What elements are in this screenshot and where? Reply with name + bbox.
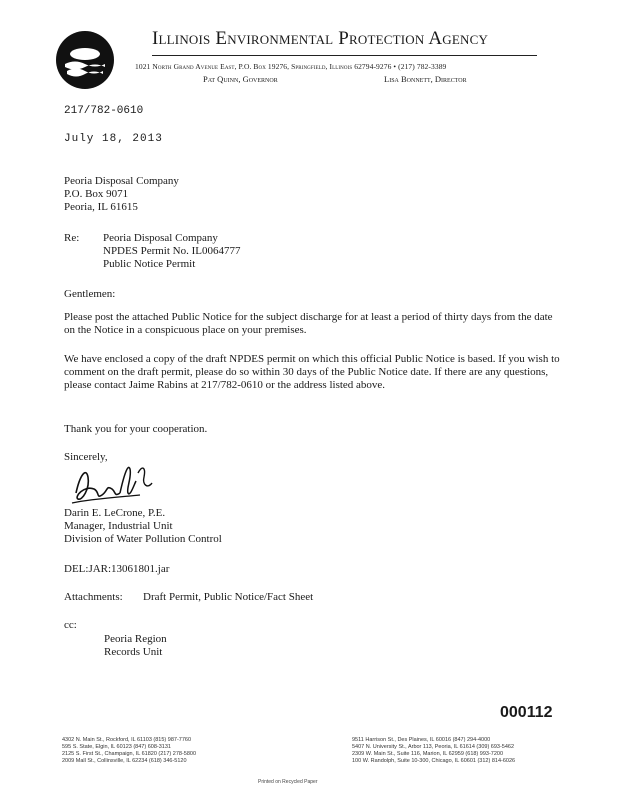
- director-name: Lisa Bonnett, Director: [384, 74, 467, 84]
- signer-block: [64, 507, 222, 546]
- signer-name: Darin E. LeCrone, P.E.: [64, 507, 166, 519]
- recipient-line: P.O. Box 9071: [64, 188, 129, 200]
- signer-division: Division of Water Pollution Control: [64, 533, 222, 545]
- re-label: Re:: [64, 232, 80, 244]
- salutation: Gentlemen:: [64, 288, 116, 300]
- footer-office: 595 S. State, Elgin, IL 60123 (847) 608-3131: [62, 744, 171, 750]
- cc-recipient: Peoria Region: [104, 633, 167, 645]
- footer-office: 2009 Mall St., Collinsville, IL 62234 (618) 346-5120: [62, 758, 187, 764]
- closing: Sincerely,: [64, 451, 108, 463]
- letter-date: July 18, 2013: [64, 133, 163, 145]
- re-line: Peoria Disposal Company: [103, 232, 218, 244]
- recipient-line: Peoria, IL 61615: [64, 201, 138, 213]
- contact-phone: 217/782-0610: [64, 105, 144, 117]
- paragraph-draft-permit: We have enclosed a copy of the draft NPDES permit on which this official Public Notice is based. If you wish to comment on the draft permit, please do so within 30 days of the Public Notice date. If there are any questions, please contact Jaime Rabins at 217/782-0610 or the address listed above.: [64, 353, 560, 391]
- governor-name: Pat Quinn, Governor: [203, 74, 278, 84]
- letterhead-rule: [152, 55, 537, 56]
- cc-label: cc:: [64, 619, 77, 631]
- handwritten-signature: [70, 455, 160, 510]
- attachments-label: Attachments:: [64, 591, 123, 603]
- signer-title: Manager, Industrial Unit: [64, 520, 173, 532]
- recipient-block: [64, 175, 179, 214]
- iepa-logo: [55, 30, 115, 90]
- recycled-paper-note: Printed on Recycled Paper: [258, 779, 318, 785]
- footer-office: 5407 N. University St., Arbor 113, Peoria, IL 61614 (309) 693-5462: [352, 744, 515, 750]
- footer-office: 2125 S. First St., Champaign, IL 61820 (217) 278-5800: [62, 751, 197, 757]
- footer-office: 2309 W. Main St., Suite 116, Marion, IL 62959 (618) 993-7200: [352, 751, 504, 757]
- agency-address: 1021 North Grand Avenue East, P.O. Box 19276, Springfield, Illinois 62794-9276 • (217) 782-3389: [135, 62, 447, 71]
- footer-office: 9511 Harrison St., Des Plaines, IL 60016 (847) 294-4000: [352, 737, 491, 743]
- attachments-list: Draft Permit, Public Notice/Fact Sheet: [143, 591, 314, 603]
- re-line: Public Notice Permit: [103, 258, 196, 270]
- cc-block: [104, 633, 167, 659]
- footer-office: 4302 N. Main St., Rockford, IL 61103 (815) 987-7760: [62, 737, 192, 743]
- reference-initials: DEL:JAR:13061801.jar: [64, 563, 170, 575]
- footer-offices-left: [62, 737, 196, 765]
- paragraph-thanks: Thank you for your cooperation.: [64, 423, 208, 435]
- agency-name: Illinois Environmental Protection Agency: [152, 28, 489, 49]
- paragraph-posting: Please post the attached Public Notice for the subject discharge for at least a period of thirty days from the date on the Notice in a conspicuous place on your premises.: [64, 311, 553, 336]
- recipient-line: Peoria Disposal Company: [64, 175, 179, 187]
- cc-recipient: Records Unit: [104, 646, 163, 658]
- footer-offices-right: [352, 737, 515, 765]
- re-block: [103, 232, 241, 271]
- footer-office: 100 W. Randolph, Suite 10-300, Chicago, IL 60601 (312) 814-6026: [352, 758, 516, 764]
- re-line: NPDES Permit No. IL0064777: [103, 245, 241, 257]
- bates-page-number: 000112: [500, 704, 553, 721]
